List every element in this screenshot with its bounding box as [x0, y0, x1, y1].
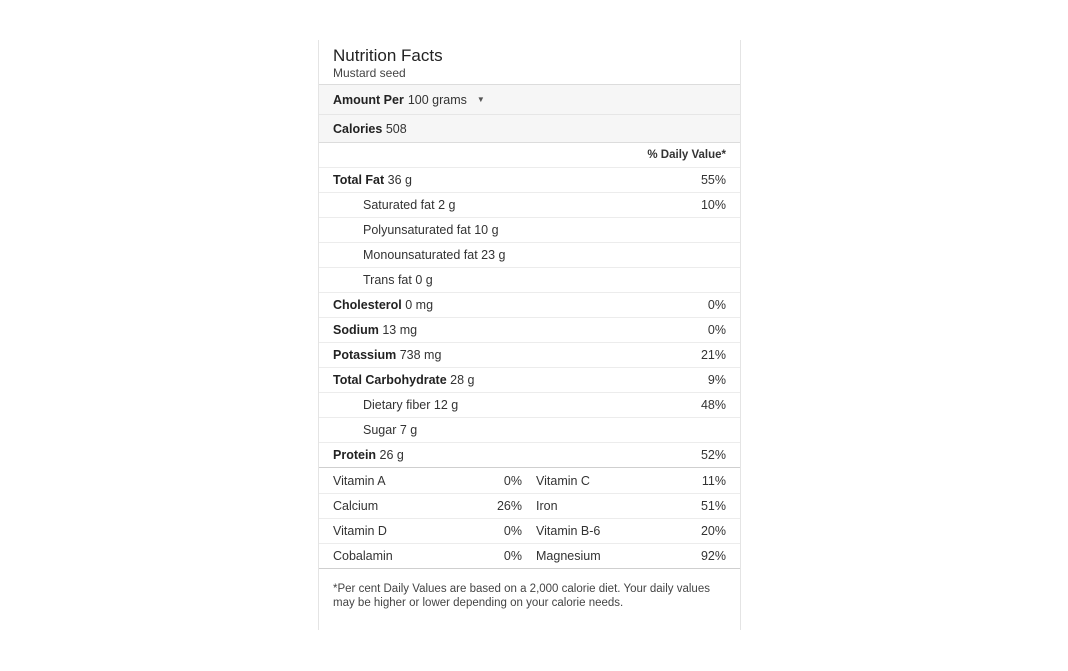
vitamin-value: 0% — [503, 473, 522, 488]
nutrient-amount: 2 g — [438, 198, 456, 212]
nutrient-row-polyunsaturated-fat — [319, 217, 740, 242]
vitamin-row — [319, 468, 740, 493]
nutrient-amount: 13 mg — [382, 323, 418, 337]
vitamin-name: Magnesium — [536, 549, 601, 563]
vitamin-value: 0% — [503, 549, 522, 563]
food-name: Mustard seed — [333, 66, 406, 80]
nutrient-name: Potassium — [333, 348, 397, 362]
nutrient-daily-value: 48% — [700, 398, 726, 412]
nutrient-name: Total Fat — [333, 173, 385, 187]
daily-value-header-row — [319, 142, 740, 167]
nutrient-name: Sugar — [363, 423, 397, 437]
vitamin-value: 26% — [496, 499, 522, 513]
vitamin-row — [319, 518, 740, 543]
nutrient-daily-value: 0% — [707, 298, 726, 312]
nutrient-name: Protein — [333, 448, 377, 462]
nutrition-facts-card — [318, 40, 741, 630]
vitamin-value: 20% — [700, 524, 726, 538]
nutrient-amount: 10 g — [474, 223, 499, 237]
nutrient-row-total-carbohydrate — [319, 367, 740, 392]
nutrient-row-monounsaturated-fat — [319, 242, 740, 267]
vitamin-name: Vitamin B-6 — [536, 524, 601, 538]
nutrient-row-total-fat — [319, 167, 740, 192]
nutrition-title: Nutrition Facts — [333, 46, 443, 65]
serving-amount-row — [319, 84, 740, 114]
nutrient-row-sodium — [319, 317, 740, 342]
nutrient-amount: 12 g — [433, 398, 459, 412]
vitamin-value: 51% — [700, 499, 726, 513]
nutrient-amount: 28 g — [450, 373, 475, 387]
vitamin-name: Iron — [536, 499, 558, 513]
nutrient-name: Cholesterol — [333, 298, 402, 312]
nutrient-amount: 738 mg — [399, 348, 442, 362]
vitamin-value: 0% — [503, 524, 522, 538]
vitamin-value: 11% — [701, 473, 726, 488]
daily-value-header: % Daily Value* — [647, 149, 726, 161]
nutrient-name: Saturated fat — [363, 198, 435, 212]
nutrient-name: Polyunsaturated fat — [363, 223, 471, 237]
calories-row — [319, 114, 740, 142]
vitamin-name: Cobalamin — [333, 549, 393, 563]
nutrient-amount: 36 g — [387, 173, 412, 187]
nutrient-amount: 0 g — [415, 273, 433, 287]
nutrient-amount: 26 g — [379, 448, 404, 462]
nutrient-name: Sodium — [333, 323, 379, 337]
nutrient-name: Monounsaturated fat — [363, 248, 478, 262]
nutrient-amount: 7 g — [399, 423, 418, 437]
nutrient-name: Total Carbohydrate — [333, 373, 447, 387]
nutrient-daily-value: 55% — [700, 173, 726, 187]
nutrient-daily-value: 9% — [707, 373, 726, 387]
nutrient-daily-value: 21% — [700, 348, 726, 362]
nutrition-header — [319, 40, 740, 84]
vitamin-row — [319, 493, 740, 518]
nutrient-row-trans-fat — [319, 267, 740, 292]
amount-per-label: Amount Per — [333, 92, 404, 107]
nutrient-row-sugar — [319, 417, 740, 442]
daily-value-footnote: *Per cent Daily Values are based on a 2,000 calorie diet. Your daily values may be higher or lower depending on your calorie needs. — [319, 568, 740, 610]
nutrient-row-protein — [319, 442, 740, 467]
serving-size-value: 100 grams — [407, 92, 467, 107]
caret-down-icon: ▼ — [476, 95, 485, 104]
vitamin-value: 92% — [700, 549, 726, 563]
nutrient-row-saturated-fat — [319, 192, 740, 217]
nutrient-row-cholesterol — [319, 292, 740, 317]
nutrient-amount: 23 g — [481, 248, 506, 262]
vitamin-name: Vitamin A — [333, 473, 386, 488]
nutrient-name: Dietary fiber — [363, 398, 431, 412]
serving-size-dropdown[interactable] — [333, 93, 485, 107]
nutrient-daily-value: 52% — [700, 448, 726, 462]
nutrient-row-dietary-fiber — [319, 392, 740, 417]
vitamins-minerals-table — [319, 467, 740, 568]
nutrient-row-potassium — [319, 342, 740, 367]
nutrient-daily-value: 0% — [707, 323, 726, 337]
vitamin-name: Calcium — [333, 499, 379, 513]
calories-value: 508 — [385, 121, 407, 136]
vitamin-name: Vitamin D — [333, 524, 387, 538]
vitamin-row — [319, 543, 740, 568]
vitamin-name: Vitamin C — [536, 473, 590, 488]
calories-label: Calories — [333, 121, 383, 136]
nutrient-amount: 0 mg — [405, 298, 434, 312]
nutrient-daily-value: 10% — [700, 198, 726, 212]
nutrient-name: Trans fat — [363, 273, 412, 287]
